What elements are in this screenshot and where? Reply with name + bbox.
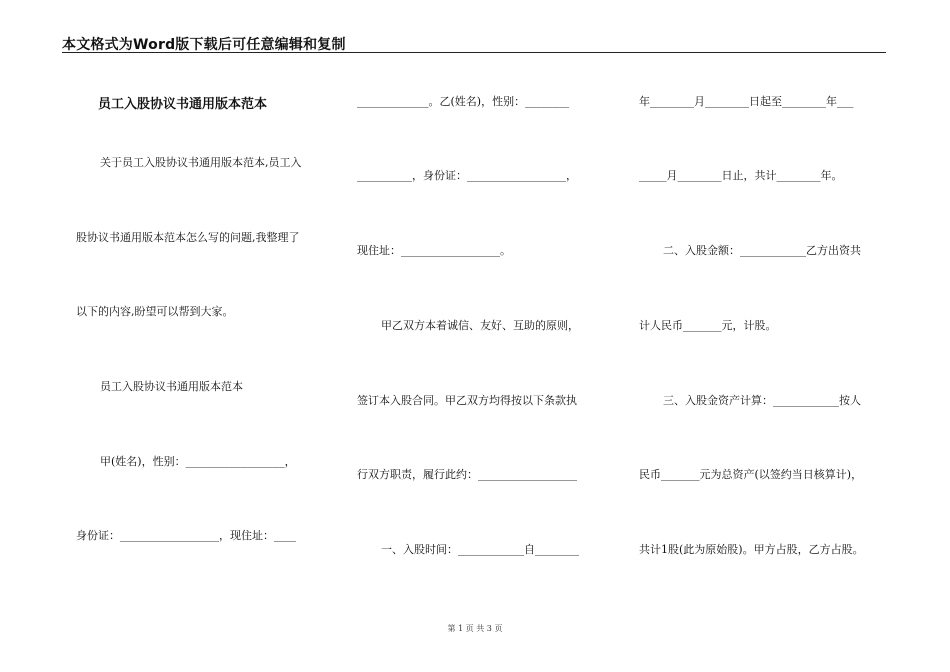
paragraph-line: 员工入股协议书通用版本范本 [100, 380, 243, 393]
paragraph-line: 三、入股金资产计算：____________按人 [663, 394, 861, 407]
document-title: 员工入股协议书通用版本范本 [98, 97, 268, 112]
text-column-1 [76, 0, 326, 672]
text-column-2 [357, 0, 607, 672]
paragraph-line: 计人民币_______元，计股。 [639, 319, 777, 332]
paragraph-line: 关于员工入股协议书通用版本范本,员工入 [100, 156, 302, 169]
paragraph-line: 以下的内容,盼望可以帮到大家。 [76, 305, 234, 318]
paragraph-line: 甲(姓名)，性别：__________________， [100, 455, 296, 468]
paragraph-line: 身份证：__________________，现住址：____ [76, 529, 296, 542]
text-column-3 [639, 0, 889, 672]
paragraph-line: _____________。乙(姓名)，性别：________ [357, 95, 570, 108]
paragraph-line: 一、入股时间：____________自________ [381, 543, 579, 556]
page-number: 第 1 页 共 3 页 [447, 624, 503, 633]
paragraph-line: 甲乙双方本着诚信、友好、互助的原则， [381, 319, 579, 332]
document-header-title: 本文格式为Word版下载后可任意编辑和复制 [62, 37, 346, 53]
paragraph-line: 年________月________日起至________年___ [639, 95, 854, 108]
paragraph-line: 股协议书通用版本范本怎么写的问题,我整理了 [76, 231, 300, 244]
paragraph-line: 民币_______元为总资产(以签约当日核算计)， [639, 468, 863, 481]
paragraph-line: 行双方职责，履行此约：__________________ [357, 468, 577, 481]
paragraph-line: _____月________日止，共计________年。 [639, 169, 843, 182]
paragraph-line: 签订本入股合同。甲乙双方均得按以下条款执 [357, 394, 577, 407]
paragraph-line: 现住址：__________________。 [357, 244, 511, 257]
paragraph-line: 二、入股金额：____________乙方出资共 [663, 244, 861, 257]
paragraph-line: __________，身份证：__________________， [357, 169, 577, 182]
paragraph-line: 共计1股(此为原始股)。甲方占股，乙方占股。 [639, 543, 864, 556]
